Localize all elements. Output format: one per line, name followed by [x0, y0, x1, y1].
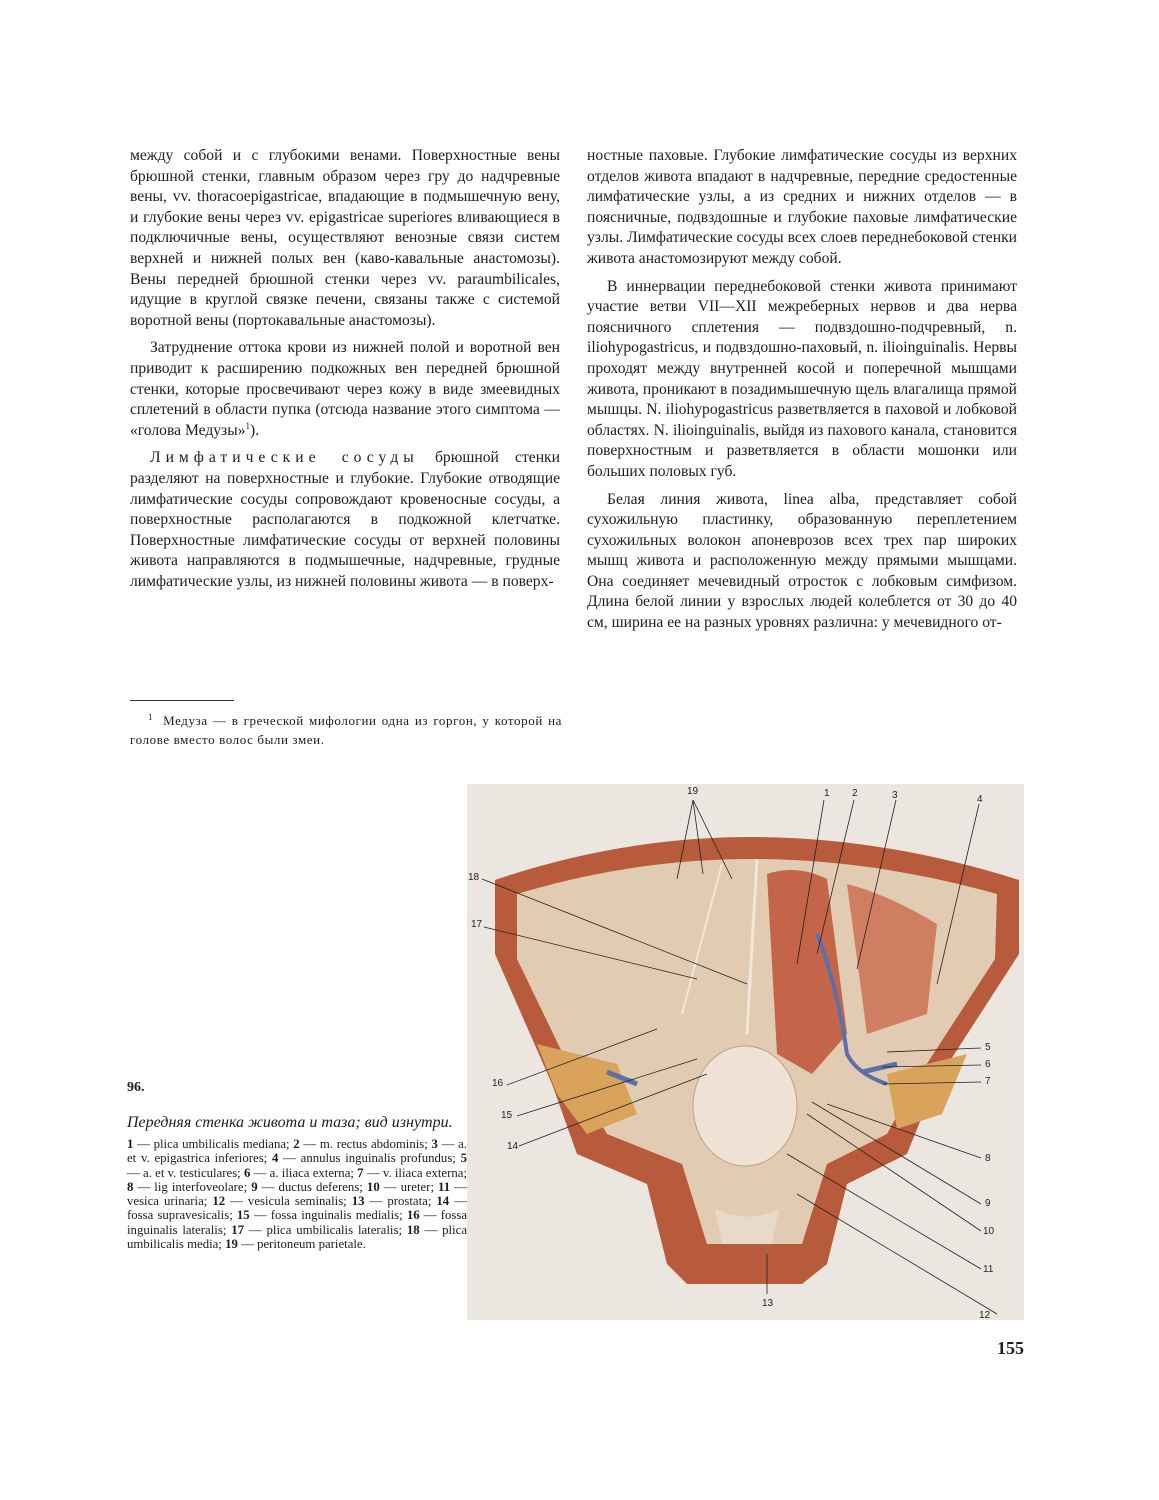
- paragraph: [130, 338, 560, 441]
- legend-number: 8: [127, 1179, 134, 1194]
- figure-label: 11: [983, 1264, 994, 1275]
- figure-label: 6: [985, 1059, 991, 1070]
- figure-number: 96.: [127, 1080, 145, 1095]
- legend-entry: 5 — a. et v. testiculares;: [127, 1151, 467, 1180]
- paragraph-text: Затруднение оттока крови из нижней полой и воротной вен приводит к расширению подкожных вен передней брюшной стенки, которые просвечивают через кожу в виде змеевидных сплетений в области пупка (отсюда название этого симптома — «голова Медузы»: [130, 339, 560, 439]
- legend-number: 7: [357, 1165, 364, 1180]
- paragraph: В иннервации переднебоковой стенки живота принимают участие ветви VII—XII межреберных нервов и два нерва поясничного сплетения — подвздошно-подчревный, n. iliohypogastricus, и подвздошно-паховый, n. ilioinguinalis. Нервы проходят между внутренней косой и поперечной мышцами живота, проникают в позадимышечную щель влагалища прямой мышцы. N. iliohypogastricus разветвляется в паховой и лобковой областях. N. ilioinguinalis, выйдя из пахового канала, становится поверхностным и разветвляется в области мошонки или больших половых губ.: [587, 277, 1017, 480]
- figure-label: 12: [979, 1310, 991, 1320]
- figure-label: 14: [507, 1141, 519, 1152]
- figure-title: Передняя стенка живота и таза; вид изнутри.: [127, 1114, 453, 1131]
- figure-caption: [127, 1080, 467, 1251]
- figure-label: 16: [492, 1078, 504, 1089]
- page-number: 155: [997, 1338, 1024, 1358]
- text-column-left: [130, 146, 560, 599]
- footnote: [130, 708, 562, 749]
- legend-entry: 4 — annulus inguinalis profundus;: [271, 1151, 461, 1166]
- legend-number: 4: [271, 1151, 279, 1166]
- figure-label: 9: [985, 1198, 991, 1209]
- figure-label: 3: [892, 790, 898, 801]
- legend-number: 14: [436, 1194, 450, 1209]
- figure-label: 5: [985, 1042, 991, 1053]
- legend-number: 13: [351, 1194, 365, 1209]
- figure-label: 8: [985, 1153, 991, 1164]
- paragraph: ностные паховые. Глубокие лимфатические сосуды из верхних отделов живота впадают в надчревные, передние средостенные лимфатические узлы, а из средних и нижних отделов — в поясничные, подвздошные и глубокие паховые лимфатические узлы. Лимфатические сосуды всех слоев переднебоковой стенки живота анастомозируют между собой.: [587, 147, 1017, 267]
- paragraph: Белая линия живота, linea alba, представляет собой сухожильную пластинку, образованную переплетением сухожильных волокон апоневрозов всех трех пар широких мышц живота и расположенную между прямыми мышцами. Она соединяет мечевидный отросток с лобковым симфизом. Длина белой линии у взрослых людей колеблется от 30 до 40 см, ширина ее на разных уровнях различна: у мечевидного от-: [587, 490, 1017, 632]
- paragraph-text: ).: [250, 421, 260, 439]
- legend-entry: 18 — plica umbilicalis media;: [127, 1222, 467, 1252]
- figure-label: 2: [852, 788, 858, 799]
- legend-number: 3: [431, 1137, 438, 1151]
- legend-number: 17: [231, 1222, 245, 1237]
- spaced-term: Лимфатические сосуды: [150, 449, 419, 467]
- footnote-text: Медуза — в греческой мифологии одна из горгон, у которой на голове вместо волос были змеи.: [130, 713, 562, 747]
- figure-legend: [127, 1137, 467, 1251]
- figure-label: 7: [985, 1076, 991, 1087]
- legend-number: 11: [438, 1179, 451, 1194]
- text-column-right: [587, 146, 1017, 641]
- figure-label: 4: [977, 794, 983, 805]
- legend-entry: 19 — peritoneum parietale.: [225, 1237, 366, 1252]
- legend-number: 5: [460, 1151, 467, 1166]
- legend-entry: 7 — v. iliaca externa;: [357, 1165, 468, 1180]
- legend-number: 2: [293, 1137, 300, 1151]
- legend-entry: 6 — a. iliaca externa;: [243, 1165, 358, 1180]
- legend-number: 15: [236, 1208, 250, 1223]
- legend-entry: 9 — ductus deferens;: [251, 1179, 367, 1194]
- paragraph-text: брюшной стенки разделяют на поверхностные и глубокие. Глубокие отводящие лимфатические сосуды сопровождают кровеносные сосуды, а поверхностные располагаются в подкожной клетчатке. Поверхностные лимфатические сосуды от верхней половины живота направляются в подмышечные, надчревные, грудные лимфатические узлы, из нижней половины живота — в поверх-: [130, 449, 560, 590]
- paragraph: между собой и с глубокими венами. Поверхностные вены брюшной стенки, главным образом через гру до надчревные вены, vv. thoracoepigastricae, впадающие в подмышечную вену, и глубокие вены через vv. epigastricae superiores вливающиеся в подключичные вены, осуществляют венозные связи систем верхней и нижней полых вен (каво-кавальные анастомозы). Вены передней брюшной стенки через vv. paraumbilicales, идущие в круглой связке печени, связаны также с системой воротной вены (портокавальные анастомозы).: [130, 147, 560, 329]
- legend-number: 19: [225, 1237, 238, 1252]
- legend-entry: 15 — fossa inguinalis medialis;: [236, 1208, 407, 1223]
- figure-label: 17: [471, 919, 483, 930]
- legend-number: 1: [127, 1137, 134, 1151]
- legend-entry: 12 — vesicula seminalis;: [212, 1194, 352, 1209]
- anatomical-illustration: [467, 784, 1024, 1320]
- bladder: [693, 1046, 797, 1166]
- figure-label: 1: [824, 788, 830, 799]
- legend-entry: 1 — plica umbilicalis mediana;: [127, 1137, 294, 1151]
- illustration-svg: [467, 784, 1024, 1320]
- legend-number: 12: [212, 1194, 226, 1209]
- figure-label: 13: [762, 1298, 774, 1309]
- legend-entry: 14 — fossa supravesicalis;: [127, 1194, 467, 1223]
- paragraph: [130, 448, 560, 592]
- legend-entry: 2 — m. rectus abdominis;: [293, 1137, 432, 1151]
- legend-number: 18: [406, 1222, 420, 1237]
- legend-number: 6: [243, 1165, 251, 1180]
- figure-label: 18: [468, 872, 480, 883]
- figure-label: 15: [501, 1110, 513, 1121]
- legend-number: 9: [251, 1179, 258, 1194]
- footnote-ref: 1: [245, 420, 250, 431]
- figure-label: 10: [983, 1226, 995, 1237]
- legend-entry: 17 — plica umbilicalis lateralis;: [231, 1222, 407, 1237]
- figure-label: 19: [687, 786, 699, 797]
- legend-entry: 13 — prostata;: [351, 1194, 437, 1209]
- footnote-rule: [130, 700, 234, 701]
- legend-number: 10: [366, 1179, 380, 1194]
- legend-entry: 3 — a. et v. epigastrica inferiores;: [127, 1137, 468, 1166]
- footnote-number: 1: [148, 712, 154, 722]
- legend-entry: 16 — fossa inguinalis lateralis;: [127, 1208, 467, 1237]
- legend-entry: 11 — vesica urinaria;: [127, 1179, 467, 1209]
- legend-number: 16: [406, 1208, 420, 1223]
- legend-entry: 10 — ureter;: [366, 1179, 439, 1194]
- legend-entry: 8 — lig interfoveolare;: [127, 1179, 252, 1194]
